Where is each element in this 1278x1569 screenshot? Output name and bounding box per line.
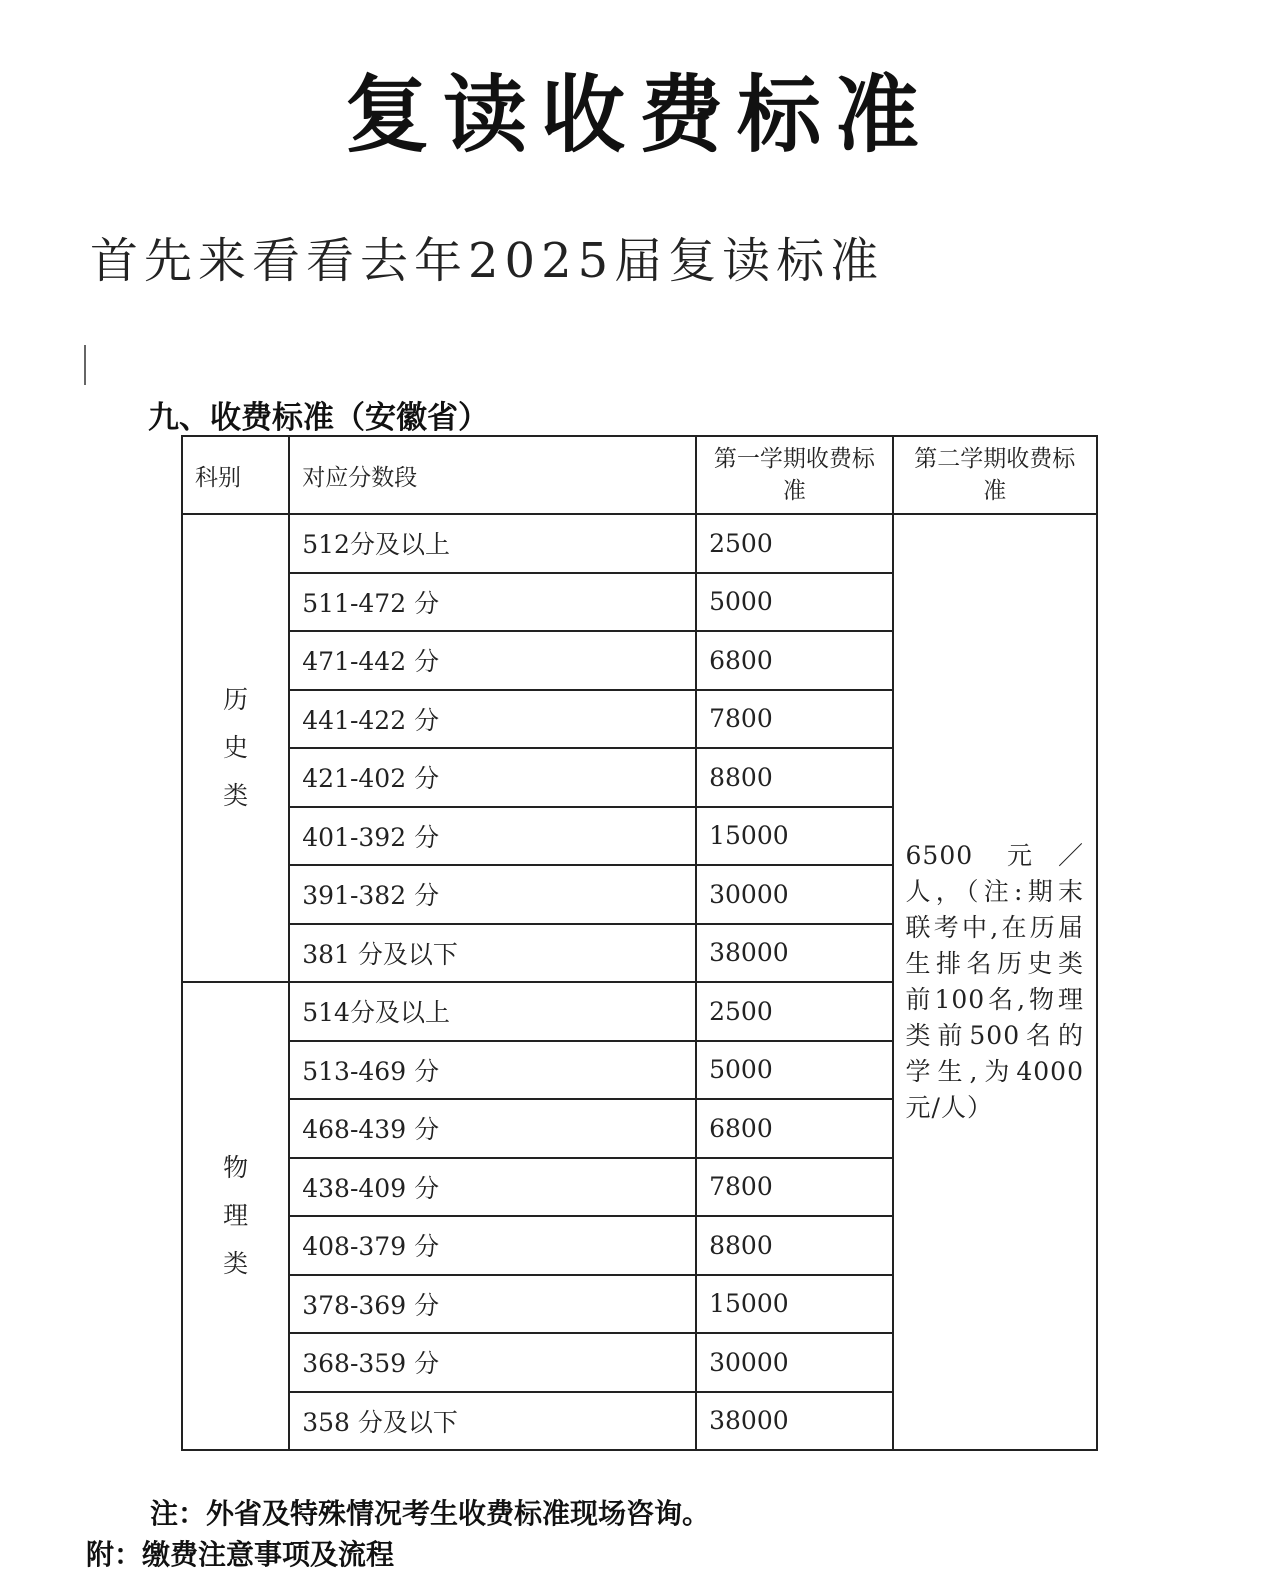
score-range-cell: 421-402 分 bbox=[289, 748, 696, 807]
fee-table bbox=[181, 435, 1098, 1451]
header-subject: 科别 bbox=[182, 436, 289, 514]
score-range-cell: 391-382 分 bbox=[289, 865, 696, 924]
score-range-cell: 513-469 分 bbox=[289, 1041, 696, 1100]
score-range-cell: 438-409 分 bbox=[289, 1158, 696, 1217]
table-row bbox=[182, 514, 1097, 573]
score-range-cell: 408-379 分 bbox=[289, 1216, 696, 1275]
first-semester-fee-cell: 15000 bbox=[696, 807, 892, 866]
table-header-row bbox=[182, 436, 1097, 514]
cutoff-text: 附：缴费注意事项及流程 bbox=[86, 1538, 395, 1569]
score-range-cell: 401-392 分 bbox=[289, 807, 696, 866]
score-range-cell: 378-369 分 bbox=[289, 1275, 696, 1334]
subject-cell: 物 理 类 bbox=[182, 982, 289, 1450]
header-score-range: 对应分数段 bbox=[289, 436, 696, 514]
first-semester-fee-cell: 15000 bbox=[696, 1275, 892, 1334]
first-semester-fee-cell: 7800 bbox=[696, 690, 892, 749]
first-semester-fee-cell: 38000 bbox=[696, 1392, 892, 1451]
score-range-cell: 511-472 分 bbox=[289, 573, 696, 632]
first-semester-fee-cell: 30000 bbox=[696, 1333, 892, 1392]
score-range-cell: 512分及以上 bbox=[289, 514, 696, 573]
score-range-cell: 514分及以上 bbox=[289, 982, 696, 1041]
first-semester-fee-cell: 6800 bbox=[696, 631, 892, 690]
header-first-semester: 第一学期收费标准 bbox=[696, 436, 892, 514]
second-semester-fee-cell: 6500 元／人，（注:期末联考中,在历届生排名历史类前100名,物理类前500名的学生,为4000元/人） bbox=[893, 514, 1097, 1450]
margin-mark bbox=[84, 345, 86, 385]
score-range-cell: 471-442 分 bbox=[289, 631, 696, 690]
first-semester-fee-cell: 7800 bbox=[696, 1158, 892, 1217]
section-heading: 九、收费标准（安徽省） bbox=[148, 400, 489, 436]
subject-cell: 历 史 类 bbox=[182, 514, 289, 982]
table-body bbox=[182, 514, 1097, 1450]
cutoff-line bbox=[86, 1533, 394, 1569]
handwritten-subtitle: 首先来看看去年2025届复读标准 bbox=[90, 233, 885, 289]
score-range-cell: 441-422 分 bbox=[289, 690, 696, 749]
header-second-semester: 第二学期收费标准 bbox=[893, 436, 1097, 514]
score-range-cell: 381 分及以下 bbox=[289, 924, 696, 983]
first-semester-fee-cell: 5000 bbox=[696, 573, 892, 632]
first-semester-fee-cell: 2500 bbox=[696, 514, 892, 573]
first-semester-fee-cell: 2500 bbox=[696, 982, 892, 1041]
first-semester-fee-cell: 38000 bbox=[696, 924, 892, 983]
page-title: 复读收费标准 bbox=[344, 65, 933, 164]
footnote: 注：外省及特殊情况考生收费标准现场咨询。 bbox=[150, 1497, 711, 1530]
score-range-cell: 358 分及以下 bbox=[289, 1392, 696, 1451]
first-semester-fee-cell: 30000 bbox=[696, 865, 892, 924]
score-range-cell: 368-359 分 bbox=[289, 1333, 696, 1392]
first-semester-fee-cell: 8800 bbox=[696, 748, 892, 807]
first-semester-fee-cell: 5000 bbox=[696, 1041, 892, 1100]
first-semester-fee-cell: 6800 bbox=[696, 1099, 892, 1158]
first-semester-fee-cell: 8800 bbox=[696, 1216, 892, 1275]
score-range-cell: 468-439 分 bbox=[289, 1099, 696, 1158]
